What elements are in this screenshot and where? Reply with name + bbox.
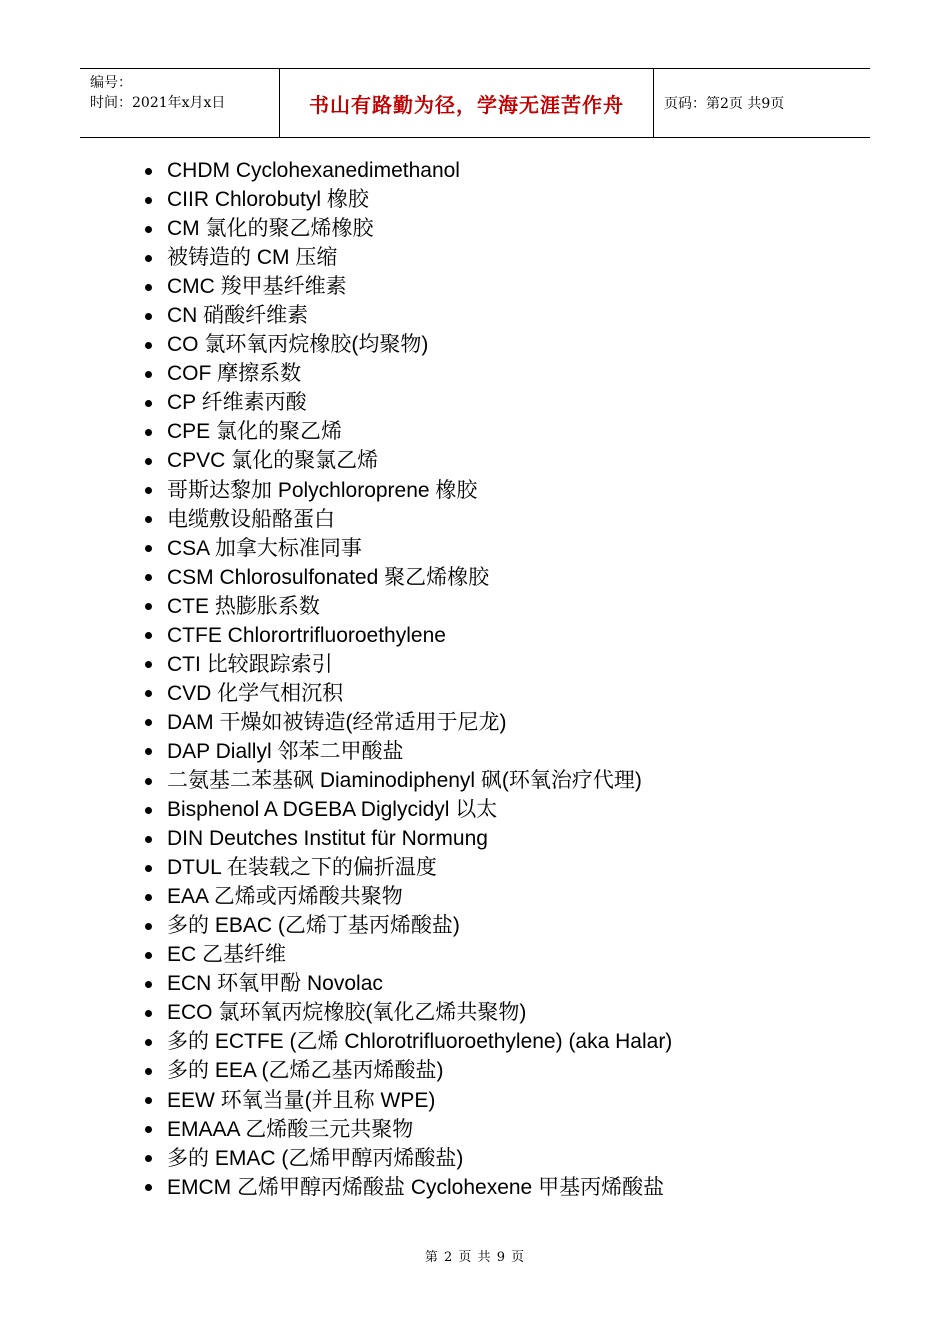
list-item [143,766,672,795]
list-item [143,417,672,446]
list-item [143,1115,672,1144]
number-label: 编号： [90,75,132,91]
list-item-text: CTE 热膨胀系数 [167,594,320,618]
list-item-text: 多的 ECTFE (乙烯 Chlorotrifluoroethylene) (aka Halar) [167,1030,673,1054]
term-list [143,156,672,1202]
bullet-icon [145,487,152,494]
bullet-icon [145,516,152,523]
list-item-text: CPVC 氯化的聚氯乙烯 [167,449,379,473]
list-item [143,156,672,185]
header-motto: 书山有路勤为径，学海无涯苦作舟 [280,69,654,137]
bullet-icon [145,748,152,755]
bullet-icon [145,400,152,407]
bullet-icon [145,545,152,552]
list-item [143,969,672,998]
bullet-icon [145,1068,152,1075]
bullet-icon [145,255,152,262]
list-item [143,737,672,766]
list-item-text: EMAAA 乙烯酸三元共聚物 [167,1117,414,1141]
list-item [143,911,672,940]
bullet-icon [145,197,152,204]
list-item [143,388,672,417]
list-item-text: EC 乙基纤维 [167,943,287,967]
list-item-text: COF 摩擦系数 [167,362,302,386]
bullet-icon [145,342,152,349]
list-item [143,505,672,534]
bullet-icon [145,284,152,291]
bullet-icon [145,952,152,959]
list-item-text: CVD 化学气相沉积 [167,681,344,705]
list-item-text: DIN Deutches Institut für Normung [167,827,488,851]
list-item-text: CIIR Chlorobutyl 橡胶 [167,188,369,212]
list-item-text: EMCM 乙烯甲醇丙烯酸盐 Cyclohexene 甲基丙烯酸盐 [167,1175,665,1199]
list-item-text: EEW 环氧当量(并且称 WPE) [167,1088,436,1112]
bullet-icon [145,574,152,581]
bullet-icon [145,1097,152,1104]
bullet-icon [145,1010,152,1017]
bullet-icon [145,603,152,610]
bullet-icon [145,226,152,233]
list-item-text: CPE 氯化的聚乙烯 [167,420,343,444]
list-item [143,824,672,853]
bullet-icon [145,865,152,872]
bullet-icon [145,661,152,668]
bullet-icon [145,429,152,436]
list-item-text: CM 氯化的聚乙烯橡胶 [167,217,374,241]
page-header [80,68,870,138]
bullet-icon [145,1126,152,1133]
list-item [143,650,672,679]
bullet-icon [145,807,152,814]
list-item [143,853,672,882]
list-item [143,1056,672,1085]
list-item [143,882,672,911]
list-item-text: CN 硝酸纤维素 [167,304,309,328]
list-item [143,534,672,563]
bullet-icon [145,632,152,639]
bullet-icon [145,168,152,175]
list-item-text: DTUL 在装载之下的偏折温度 [167,856,437,880]
list-item-text: 多的 EBAC (乙烯丁基丙烯酸盐) [167,914,460,938]
bullet-icon [145,1155,152,1162]
list-item [143,621,672,650]
list-item-text: CSM Chlorosulfonated 聚乙烯橡胶 [167,565,490,589]
list-item-text: 哥斯达黎加 Polychloroprene 橡胶 [167,478,478,502]
list-item [143,998,672,1027]
list-item-text: CMC 羧甲基纤维素 [167,275,347,299]
list-item [143,1173,672,1202]
list-item-text: CO 氯环氧丙烷橡胶(均聚物) [167,333,429,357]
list-item-text: 多的 EMAC (乙烯甲醇丙烯酸盐) [167,1146,464,1170]
header-meta [80,69,280,137]
bullet-icon [145,778,152,785]
list-item [143,272,672,301]
list-item-text: DAM 干燥如被铸造(经常适用于尼龙) [167,710,507,734]
list-item-text: 二氨基二苯基砜 Diaminodiphenyl 砜(环氧治疗代理) [167,768,642,792]
bullet-icon [145,690,152,697]
list-item [143,214,672,243]
time-label: 时间：2021年x月x日 [90,95,226,111]
bullet-icon [145,836,152,843]
list-item-text: CP 纤维素丙酸 [167,391,307,415]
page-footer: 第 2 页 共 9 页 [424,1250,526,1265]
bullet-icon [145,1184,152,1191]
bullet-icon [145,1039,152,1046]
list-item-text: EAA 乙烯或丙烯酸共聚物 [167,885,403,909]
list-item [143,330,672,359]
list-item-text: ECN 环氧甲酚 Novolac [167,972,383,996]
list-item-text: 被铸造的 CM 压缩 [167,246,338,270]
list-item [143,476,672,505]
list-item-text: 多的 EEA (乙烯乙基丙烯酸盐) [167,1059,444,1083]
list-item-text: Bisphenol A DGEBA Diglycidyl 以太 [167,798,498,822]
list-item [143,243,672,272]
list-item [143,795,672,824]
list-item-text: ECO 氯环氧丙烷橡胶(氧化乙烯共聚物) [167,1001,527,1025]
list-item-text: 电缆敷设船酪蛋白 [167,507,335,531]
list-item [143,1086,672,1115]
list-item [143,446,672,475]
list-item [143,708,672,737]
list-item-text: CHDM Cyclohexanedimethanol [167,159,460,182]
bullet-icon [145,719,152,726]
list-item-text: DAP Diallyl 邻苯二甲酸盐 [167,739,404,763]
list-item [143,563,672,592]
bullet-icon [145,458,152,465]
bullet-icon [145,371,152,378]
list-item [143,679,672,708]
list-item [143,592,672,621]
list-item-text: CTI 比较跟踪索引 [167,652,333,676]
list-item [143,940,672,969]
list-item [143,185,672,214]
list-item-text: CTFE Chlorortrifluoroethylene [167,623,446,647]
list-item [143,1144,672,1173]
list-item [143,1027,672,1056]
list-item-text: CSA 加拿大标准同事 [167,536,362,560]
header-page-info: 页码：第2页 共9页 [664,96,785,112]
list-item [143,301,672,330]
bullet-icon [145,894,152,901]
list-item [143,359,672,388]
bullet-icon [145,313,152,320]
bullet-icon [145,981,152,988]
bullet-icon [145,923,152,930]
